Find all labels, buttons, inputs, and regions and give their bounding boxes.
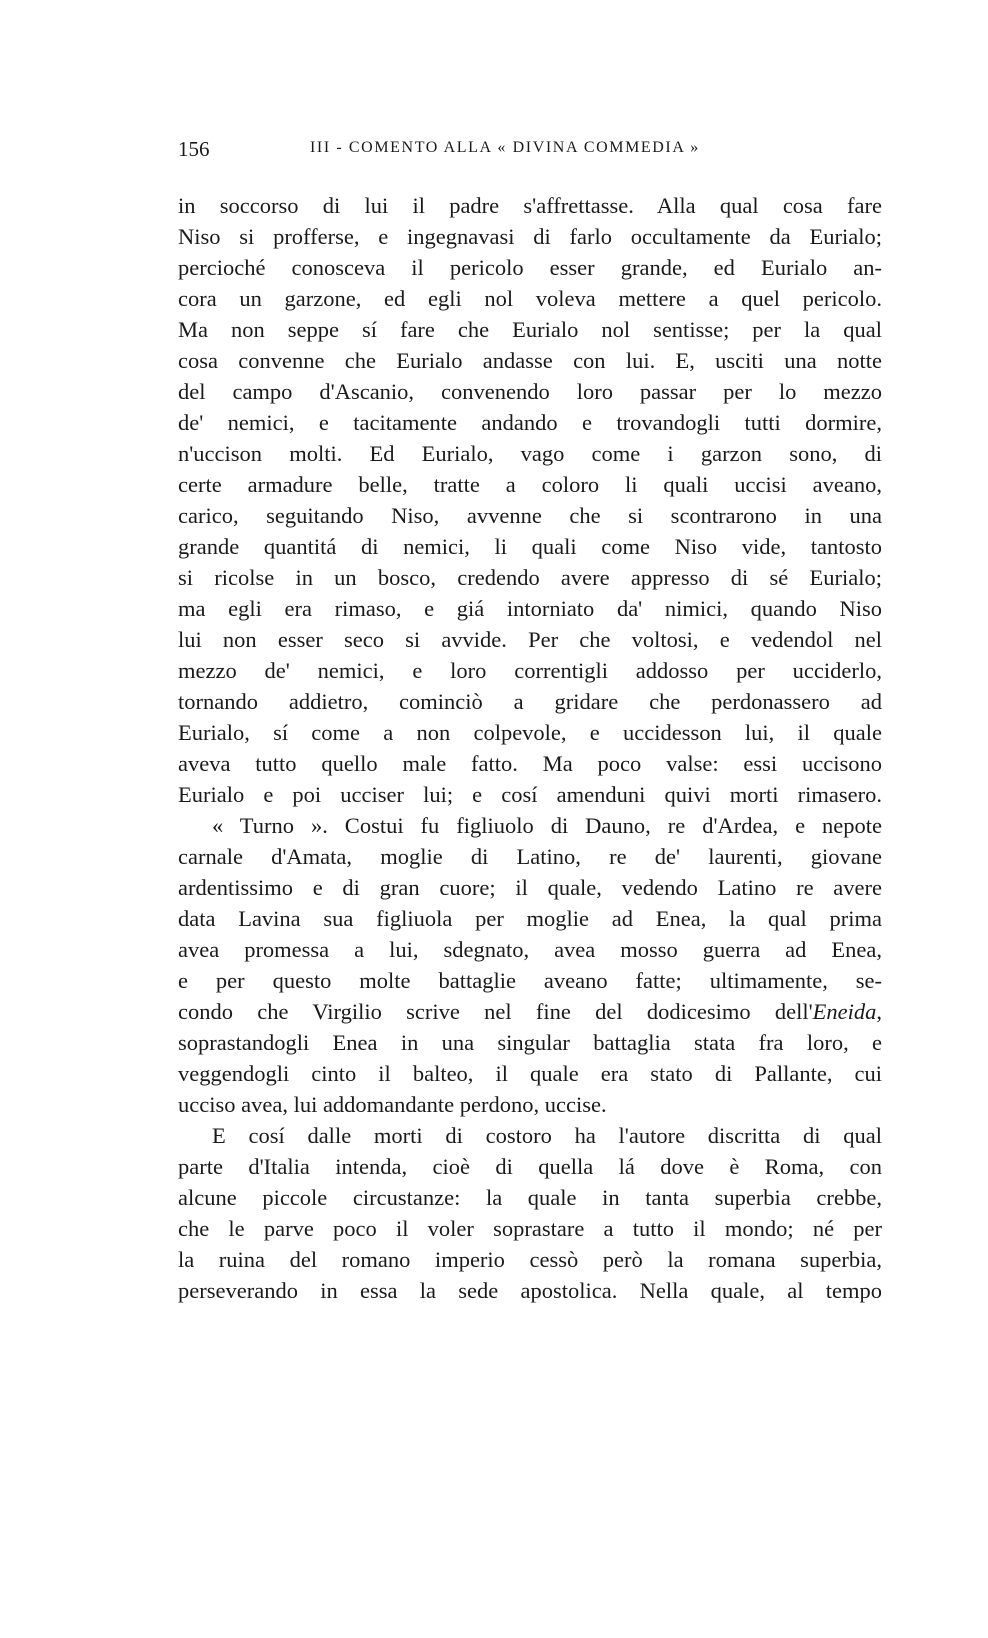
line-text: aveva tutto quello male fatto. Ma poco valse: essi uccisono — [178, 751, 882, 776]
line-text: de' nemici, e tacitamente andando e trovandogli tutti dormire, — [178, 410, 882, 435]
text-line — [178, 1275, 882, 1306]
line-text: perseverando in essa la sede apostolica. Nella quale, al tempo — [178, 1278, 882, 1303]
body-text — [178, 190, 882, 1306]
italic-title: Eneida — [812, 999, 877, 1024]
page-number: 156 — [178, 137, 210, 161]
text-line — [178, 841, 882, 872]
line-text: Eurialo e poi ucciser lui; e cosí amenduni quivi morti rimasero. — [178, 782, 882, 807]
text-line — [178, 252, 882, 283]
running-title: III - COMENTO ALLA « DIVINA COMMEDIA » — [310, 139, 700, 156]
line-text-after: , — [876, 999, 882, 1024]
line-text: carnale d'Amata, moglie di Latino, re de' laurenti, giovane — [178, 844, 882, 869]
line-text: ardentissimo e di gran cuore; il quale, vedendo Latino re avere — [178, 875, 882, 900]
line-text: E cosí dalle morti di costoro ha l'autore discritta di qual — [212, 1123, 882, 1148]
line-text: la ruina del romano imperio cessò però la romana superbia, — [178, 1247, 882, 1272]
text-line — [178, 221, 882, 252]
text-line — [178, 903, 882, 934]
running-header — [178, 137, 882, 163]
text-line — [178, 407, 882, 438]
text-line — [178, 500, 882, 531]
line-text: Eurialo, sí come a non colpevole, e uccidesson lui, il quale — [178, 720, 882, 745]
text-line — [178, 1058, 882, 1089]
line-text: n'uccison molti. Ed Eurialo, vago come i garzon sono, di — [178, 441, 882, 466]
text-line — [178, 1213, 882, 1244]
line-text: e per questo molte battaglie aveano fatte; ultimamente, se- — [178, 968, 882, 993]
text-line — [178, 748, 882, 779]
text-line — [178, 314, 882, 345]
text-line — [178, 779, 882, 810]
text-line — [178, 531, 882, 562]
line-text: grande quantitá di nemici, li quali come Niso vide, tantosto — [178, 534, 882, 559]
text-line — [178, 1182, 882, 1213]
text-line — [178, 965, 882, 996]
line-text: alcune piccole circustanze: la quale in tanta superbia crebbe, — [178, 1185, 882, 1210]
line-text: Ma non seppe sí fare che Eurialo nol sentisse; per la qual — [178, 317, 882, 342]
text-line — [178, 655, 882, 686]
text-line — [178, 1089, 882, 1120]
text-line — [178, 593, 882, 624]
text-line — [178, 438, 882, 469]
line-text: avea promessa a lui, sdegnato, avea mosso guerra ad Enea, — [178, 937, 882, 962]
line-text: si ricolse in un bosco, credendo avere appresso di sé Eurialo; — [178, 565, 882, 590]
line-text: soprastandogli Enea in una singular battaglia stata fra loro, e — [178, 1030, 882, 1055]
text-line — [178, 686, 882, 717]
text-line — [178, 717, 882, 748]
line-text: cosa convenne che Eurialo andasse con lui. E, usciti una notte — [178, 348, 882, 373]
line-text: del campo d'Ascanio, convenendo loro passar per lo mezzo — [178, 379, 882, 404]
text-line — [178, 469, 882, 500]
line-text: percioché conosceva il pericolo esser grande, ed Eurialo an- — [178, 255, 882, 280]
line-text: veggendogli cinto il balteo, il quale era stato di Pallante, cui — [178, 1061, 882, 1086]
text-line — [178, 1027, 882, 1058]
line-text: carico, seguitando Niso, avvenne che si scontrarono in una — [178, 503, 882, 528]
line-text: condo che Virgilio scrive nel fine del dodicesimo dell' — [178, 999, 813, 1024]
text-line — [178, 872, 882, 903]
line-text: mezzo de' nemici, e loro correntigli addosso per ucciderlo, — [178, 658, 882, 683]
line-text: parte d'Italia intenda, cioè di quella lá dove è Roma, con — [178, 1154, 882, 1179]
text-line — [178, 934, 882, 965]
text-line — [178, 1151, 882, 1182]
line-text: certe armadure belle, tratte a coloro li quali uccisi aveano, — [178, 472, 882, 497]
line-text: cora un garzone, ed egli nol voleva mettere a quel pericolo. — [178, 286, 882, 311]
text-line — [178, 562, 882, 593]
line-text: tornando addietro, cominciò a gridare che perdonassero ad — [178, 689, 882, 714]
text-line — [178, 810, 882, 841]
line-text: data Lavina sua figliuola per moglie ad Enea, la qual prima — [178, 906, 882, 931]
line-text: ucciso avea, lui addomandante perdono, uccise. — [178, 1092, 607, 1117]
line-text: lui non esser seco si avvide. Per che voltosi, e vedendol nel — [178, 627, 882, 652]
line-text: che le parve poco il voler soprastare a tutto il mondo; né per — [178, 1216, 882, 1241]
text-line — [178, 624, 882, 655]
line-text: Niso si profferse, e ingegnavasi di farlo occultamente da Eurialo; — [178, 224, 882, 249]
text-line — [178, 376, 882, 407]
line-text: ma egli era rimaso, e giá intorniato da' nimici, quando Niso — [178, 596, 882, 621]
text-line — [178, 1120, 882, 1151]
line-text: « Turno ». Costui fu figliuolo di Dauno, re d'Ardea, e nepote — [212, 813, 882, 838]
text-line — [178, 996, 882, 1027]
text-line — [178, 190, 882, 221]
line-text: in soccorso di lui il padre s'affrettasse. Alla qual cosa fare — [178, 193, 882, 218]
text-line — [178, 1244, 882, 1275]
text-line — [178, 345, 882, 376]
text-line — [178, 283, 882, 314]
